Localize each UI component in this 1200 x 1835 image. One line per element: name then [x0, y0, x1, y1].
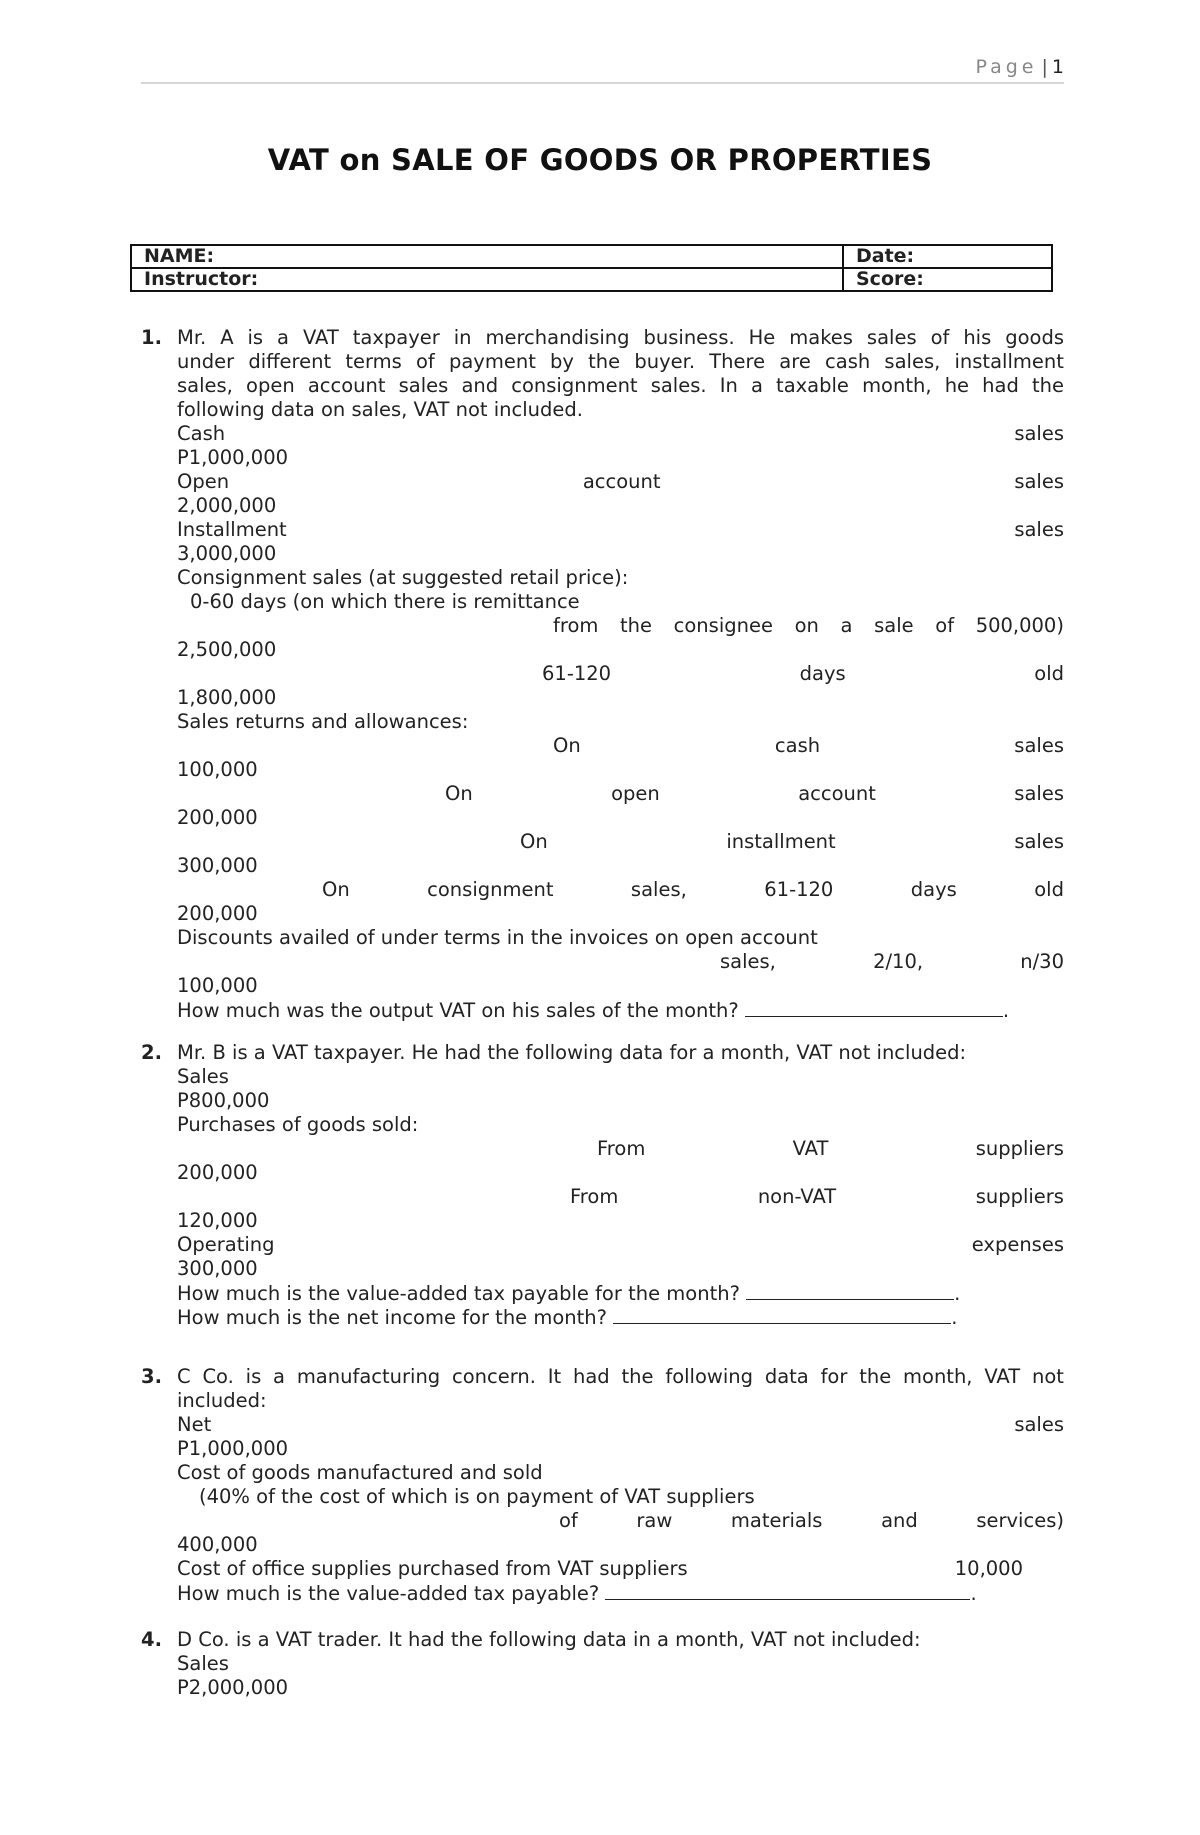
word: services) — [976, 1509, 1064, 1532]
page-header — [141, 56, 1064, 84]
word: the — [588, 350, 621, 373]
question-3-line — [559, 1509, 1064, 1533]
word: a — [840, 614, 853, 637]
line-text: P800,000 — [177, 1089, 270, 1112]
word: merchandising — [485, 326, 630, 349]
question-1-line — [445, 782, 1064, 806]
question-2-line — [177, 1257, 1064, 1281]
word: in — [453, 326, 472, 349]
line-text: Sales returns and allowances: — [177, 710, 469, 733]
question-1-line — [177, 806, 1064, 830]
word: following — [665, 1365, 753, 1388]
line-end-punctuation: . — [970, 1582, 977, 1605]
question-2-line — [597, 1137, 1064, 1161]
question-1-line — [177, 350, 1064, 374]
word: not — [1031, 1365, 1064, 1388]
word: concern. — [452, 1365, 536, 1388]
line-text: 400,000 — [177, 1533, 258, 1556]
line-text: 100,000 — [177, 758, 258, 781]
line-text: 2,000,000 — [177, 494, 277, 517]
word: open — [246, 374, 295, 397]
word: the — [1031, 374, 1064, 397]
question-1-line — [177, 542, 1064, 566]
word: VAT — [984, 1365, 1021, 1388]
line-text: 120,000 — [177, 1209, 258, 1232]
info-table — [130, 244, 1053, 292]
question-1-line — [720, 950, 1064, 974]
question-1-line — [542, 662, 1064, 686]
word: sale — [874, 614, 914, 637]
question-2-line — [177, 1305, 1064, 1329]
line-end-punctuation: . — [951, 1306, 958, 1329]
word: old — [1034, 878, 1064, 901]
question-2-line — [177, 1113, 1064, 1137]
word: buyer. — [634, 350, 696, 373]
question-4-line — [177, 1676, 1064, 1700]
word: had — [982, 374, 1019, 397]
word: of — [935, 614, 955, 637]
word: 500,000) — [975, 614, 1064, 637]
name-field-label[interactable]: NAME: — [131, 245, 843, 268]
date-field-label[interactable]: Date: — [843, 245, 1052, 268]
question-1-line — [177, 638, 1064, 662]
line-text: Consignment sales (at suggested retail price): — [177, 566, 629, 589]
line-text: How much is the value-added tax payable for the month? — [177, 1282, 740, 1305]
word: a — [273, 1365, 285, 1388]
word: he — [944, 374, 970, 397]
question-1-line — [520, 830, 1064, 854]
question-3-line — [199, 1485, 1064, 1509]
line-text: 300,000 — [177, 854, 258, 877]
word: month, — [862, 374, 932, 397]
line-text: included: — [177, 1389, 267, 1412]
word: goods — [1005, 326, 1064, 349]
question-4-line — [177, 1652, 1064, 1676]
word: makes — [789, 326, 853, 349]
line-text: 100,000 — [177, 974, 258, 997]
word: under — [177, 350, 235, 373]
word: a — [750, 374, 763, 397]
word: sales — [1014, 1413, 1064, 1436]
word: From — [570, 1185, 619, 1208]
word: Open — [177, 470, 230, 493]
word: Cash — [177, 422, 226, 445]
question-1-line — [553, 614, 1064, 638]
word: sales — [1014, 830, 1064, 853]
question-2-line — [570, 1185, 1064, 1209]
word: n/30 — [1020, 950, 1064, 973]
line-text: 1,800,000 — [177, 686, 277, 709]
line-end-punctuation: . — [1002, 999, 1010, 1022]
question-1-line — [177, 518, 1064, 542]
word: consignment — [511, 374, 638, 397]
question-3-line — [177, 1437, 1064, 1461]
question-3-line — [177, 1557, 1023, 1581]
word: from — [553, 614, 599, 637]
line-text: 200,000 — [177, 806, 258, 829]
word: From — [597, 1137, 646, 1160]
question-1-line — [177, 494, 1064, 518]
word: manufacturing — [296, 1365, 441, 1388]
word: payment — [448, 350, 536, 373]
question-1-line — [322, 878, 1064, 902]
word: sales — [1014, 734, 1064, 757]
question-1-line — [177, 422, 1064, 446]
question-1-line — [177, 398, 1064, 422]
question-1-line — [177, 902, 1064, 926]
question-number: 1. — [141, 326, 162, 349]
answer-blank[interactable] — [745, 998, 1003, 1017]
line-text: P2,000,000 — [177, 1676, 289, 1699]
question-1-line — [177, 710, 1064, 734]
question-1-line — [177, 566, 1064, 590]
question-2-line — [177, 1233, 1064, 1257]
question-1-line — [177, 758, 1064, 782]
question-number: 4. — [141, 1628, 162, 1651]
word: is — [245, 1365, 262, 1388]
line-text: How much is the value-added tax payable? — [177, 1582, 600, 1605]
line-text: Discounts availed of under terms in the invoices on open account — [177, 926, 818, 949]
page-number: 1 — [1051, 56, 1064, 78]
word: Mr. — [177, 326, 207, 349]
question-3-line — [177, 1389, 1064, 1413]
word: sales, — [720, 950, 776, 973]
word: different — [248, 350, 332, 373]
word: account — [307, 374, 386, 397]
answer-blank[interactable] — [605, 1581, 970, 1600]
word: a — [277, 326, 289, 349]
word: for — [820, 1365, 848, 1388]
line-text: How much was the output VAT on his sales of the month? — [177, 999, 739, 1022]
page-label: Page — [975, 56, 1038, 78]
line-text: 200,000 — [177, 902, 258, 925]
word: is — [247, 326, 264, 349]
line-text: following data on sales, VAT not included. — [177, 398, 583, 421]
word: sales — [866, 326, 917, 349]
word: On — [520, 830, 548, 853]
word: sales — [398, 374, 449, 397]
question-3-line — [177, 1413, 1064, 1437]
word: the — [859, 1365, 892, 1388]
word: sales, — [884, 350, 941, 373]
word: cash — [774, 734, 821, 757]
word: and — [461, 374, 499, 397]
line-text: How much is the net income for the month? — [177, 1306, 608, 1329]
line-text: 0-60 days (on which there is remittance — [190, 590, 580, 613]
word: raw — [636, 1509, 673, 1532]
word: non-VAT — [757, 1185, 837, 1208]
line-text: Sales — [177, 1065, 229, 1088]
question-1-line — [177, 686, 1064, 710]
word: by — [550, 350, 574, 373]
question-number: 3. — [141, 1365, 162, 1388]
word: business. — [643, 326, 735, 349]
line-text: Sales — [177, 1652, 229, 1675]
question-1-line — [553, 734, 1064, 758]
question-2-line — [177, 1209, 1064, 1233]
question-3-line — [177, 1581, 1064, 1605]
word: old — [1034, 662, 1064, 685]
question-3-line — [177, 1461, 1064, 1485]
word: are — [779, 350, 811, 373]
word: open — [611, 782, 660, 805]
word: sales — [1014, 518, 1064, 541]
answer-blank[interactable] — [613, 1305, 951, 1324]
line-text: D Co. is a VAT trader. It had the following data in a month, VAT not included: — [177, 1628, 921, 1651]
question-3-line — [177, 1533, 1064, 1557]
word: expenses — [971, 1233, 1064, 1256]
line-text: Purchases of goods sold: — [177, 1113, 419, 1136]
word: sales. — [650, 374, 707, 397]
word: cash — [825, 350, 871, 373]
word: installment — [726, 830, 836, 853]
word: terms — [345, 350, 402, 373]
word: on — [794, 614, 819, 637]
word: It — [547, 1365, 562, 1388]
word: of — [559, 1509, 578, 1532]
question-1-line — [190, 590, 1064, 614]
score-field-label[interactable]: Score: — [843, 268, 1052, 291]
word: C — [177, 1365, 191, 1388]
word: sales — [1014, 470, 1064, 493]
word: of — [416, 350, 435, 373]
word: installment — [954, 350, 1064, 373]
answer-blank[interactable] — [746, 1281, 954, 1300]
line-text: Cost of goods manufactured and sold — [177, 1461, 543, 1484]
word: VAT — [792, 1137, 829, 1160]
word: sales, — [630, 878, 687, 901]
word: had — [573, 1365, 610, 1388]
word: days — [910, 878, 957, 901]
word: There — [709, 350, 766, 373]
word: data — [764, 1365, 809, 1388]
question-2-line — [177, 1041, 1064, 1065]
word: Co. — [202, 1365, 234, 1388]
word: On — [445, 782, 473, 805]
line-text: P1,000,000 — [177, 446, 289, 469]
question-1-line — [177, 374, 1064, 398]
word: consignment — [427, 878, 554, 901]
question-1-line — [177, 974, 1064, 998]
line-text: 2,500,000 — [177, 638, 277, 661]
line-text: (40% of the cost of which is on payment of VAT suppliers — [199, 1485, 755, 1508]
word: the — [621, 1365, 654, 1388]
word: VAT — [302, 326, 339, 349]
question-3-line — [177, 1365, 1064, 1389]
question-1-line — [177, 854, 1064, 878]
word: account — [798, 782, 876, 805]
question-number: 2. — [141, 1041, 162, 1064]
question-2-line — [177, 1281, 1064, 1305]
word: suppliers — [975, 1185, 1064, 1208]
word: suppliers — [975, 1137, 1064, 1160]
word: his — [963, 326, 992, 349]
page-title: VAT on SALE OF GOODS OR PROPERTIES — [267, 143, 933, 177]
question-1-line — [177, 998, 1064, 1022]
word: sales — [1014, 422, 1064, 445]
question-2-line — [177, 1161, 1064, 1185]
question-2-line — [177, 1065, 1064, 1089]
word: Installment — [177, 518, 287, 541]
word: 10,000 — [954, 1557, 1023, 1580]
word: He — [748, 326, 776, 349]
word: Cost of office supplies purchased from VAT suppliers — [177, 1557, 688, 1580]
word: account — [582, 470, 661, 493]
line-text: 300,000 — [177, 1257, 258, 1280]
word: 2/10, — [873, 950, 924, 973]
word: sales, — [177, 374, 233, 397]
word: the — [620, 614, 653, 637]
word: On — [553, 734, 581, 757]
question-1-line — [177, 446, 1064, 470]
word: taxable — [776, 374, 849, 397]
word: month, — [903, 1365, 973, 1388]
line-text: 200,000 — [177, 1161, 258, 1184]
word: materials — [730, 1509, 823, 1532]
word: and — [881, 1509, 918, 1532]
word: On — [322, 878, 350, 901]
word: days — [799, 662, 846, 685]
question-1-line — [177, 326, 1064, 350]
line-text: 3,000,000 — [177, 542, 277, 565]
question-2-line — [177, 1089, 1064, 1113]
instructor-field-label[interactable]: Instructor: — [131, 268, 843, 291]
line-end-punctuation: . — [954, 1282, 961, 1305]
word: taxpayer — [352, 326, 440, 349]
word: 61-120 — [542, 662, 612, 685]
line-text: Mr. B is a VAT taxpayer. He had the following data for a month, VAT not included: — [177, 1041, 967, 1064]
word: of — [930, 326, 950, 349]
word: 61-120 — [764, 878, 834, 901]
question-1-line — [177, 470, 1064, 494]
word: A — [220, 326, 234, 349]
line-text: P1,000,000 — [177, 1437, 289, 1460]
question-4-line — [177, 1628, 1064, 1652]
word: Net — [177, 1413, 212, 1436]
question-1-line — [177, 926, 1064, 950]
page-separator: | — [1041, 56, 1048, 78]
word: Operating — [177, 1233, 275, 1256]
word: consignee — [673, 614, 773, 637]
word: sales — [1014, 782, 1064, 805]
word: In — [719, 374, 738, 397]
